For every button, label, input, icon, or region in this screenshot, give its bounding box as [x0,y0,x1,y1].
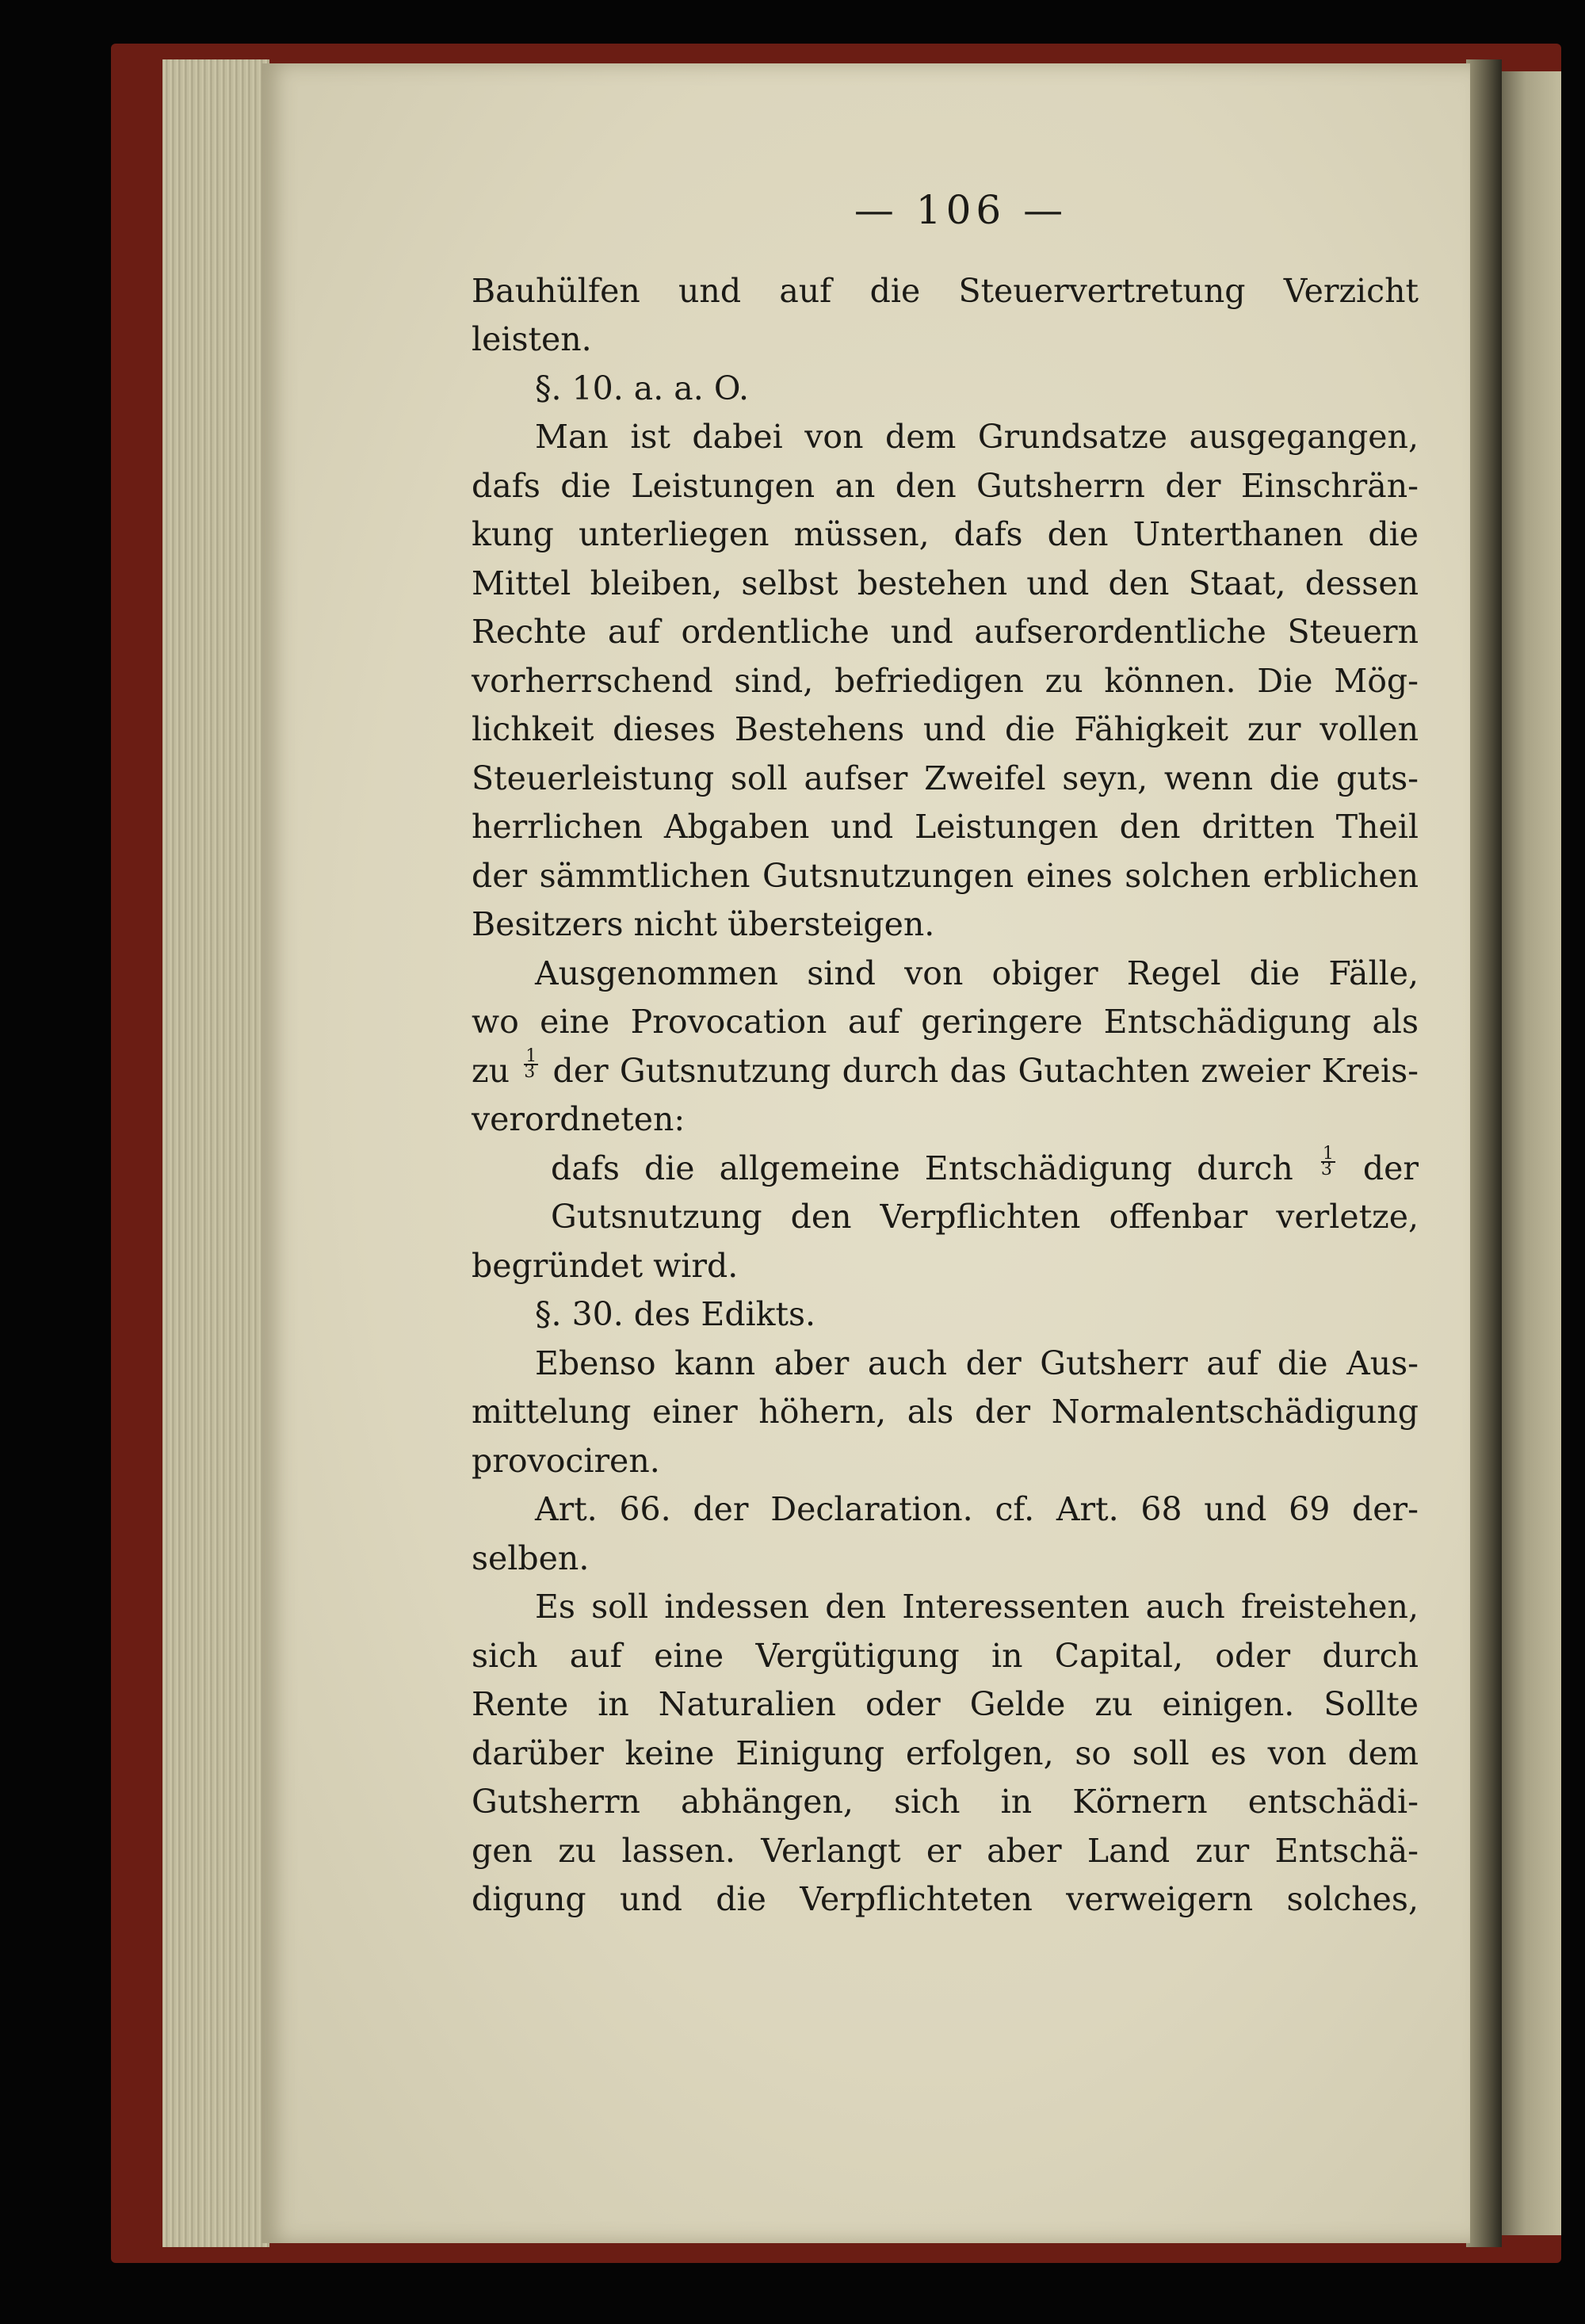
line-text-after: der [1362,1149,1419,1187]
fraction-one-third [1320,1143,1335,1179]
text-line: wo eine Provocation auf geringere Entschädigung als [472,1003,1419,1041]
text-line: herrlichen Abgaben und Leistungen den dritten Theil [472,808,1419,846]
facing-page-edge [1502,71,1561,2235]
text-line: darüber keine Einigung erfolgen, so soll es von dem [472,1733,1419,1772]
text-line: Mittel bleiben, selbst bestehen und den Staat, dessen [472,564,1419,602]
text-line: §. 30. des Edikts. [535,1295,816,1333]
text-line: gen zu lassen. Verlangt er aber Land zur Entschä- [472,1831,1419,1870]
text-line: provociren. [472,1441,660,1480]
text-line: Ebenso kann aber auch der Gutsherr auf die Aus- [535,1344,1419,1382]
text-line: verordneten: [472,1100,686,1138]
text-line: kung unterliegen müssen, dafs den Unterthanen die [472,515,1419,553]
book-page [262,63,1470,2243]
text-line: Besitzers nicht übersteigen. [472,905,935,943]
text-line: der sämmtlichen Gutsnutzungen eines solchen erblichen [472,856,1419,895]
page-number: — 106 — [854,187,1068,233]
text-line: begründet wird. [472,1246,739,1285]
text-line: Bauhülfen und auf die Steuervertretung Verzicht [472,271,1419,310]
text-line: sich auf eine Vergütigung in Capital, oder durch [472,1636,1419,1675]
book-gutter [1466,59,1502,2247]
page-block-edges [162,59,269,2247]
text-line: lichkeit dieses Bestehens und die Fähigkeit zur vollen [472,710,1419,748]
text-line: Gutsnutzung den Verpflichten offenbar verletze, [551,1198,1419,1236]
fraction-denominator: 3 [524,1061,536,1082]
text-line: mittelung einer höhern, als der Normalentschädigung [472,1393,1419,1431]
fraction-denominator: 3 [1320,1159,1332,1179]
fraction-numerator: 1 [525,1045,537,1066]
text-line: Steuerleistung soll aufser Zweifel seyn, wenn die guts- [472,759,1419,797]
text-line: dafs die Leistungen an den Gutsherrn der Einschrän- [472,466,1419,505]
text-line-with-fraction [472,1145,1419,1194]
fraction-one-third [524,1045,538,1082]
text-line: Rente in Naturalien oder Gelde zu einigen. Sollte [472,1685,1419,1723]
page-text-block [472,186,1419,1925]
text-line: vorherrschend sind, befriedigen zu können. Die Mög- [472,661,1419,700]
fraction-numerator: 1 [1322,1143,1334,1164]
text-line: Es soll indessen den Interessenten auch freistehen, [535,1588,1419,1626]
text-line: §. 10. a. a. O. [535,369,750,407]
text-line: Man ist dabei von dem Grundsatze ausgegangen, [535,418,1419,456]
text-line: Ausgenommen sind von obiger Regel die Fälle, [535,954,1419,992]
line-text-after: der Gutsnutzung durch das Gutachten zweier Kreis- [552,1051,1419,1090]
text-line-with-fraction [472,1047,1419,1096]
line-text-before: zu [472,1051,510,1090]
text-line: leisten. [472,320,592,358]
text-line: Gutsherrn abhängen, sich in Körnern entschädi- [472,1783,1419,1821]
text-line: Art. 66. der Declaration. cf. Art. 68 und 69 der- [535,1490,1419,1528]
text-line: digung und die Verpflichteten verweigern solches, [472,1880,1419,1918]
text-line: Rechte auf ordentliche und aufserordentliche Steuern [472,613,1419,651]
text-line: selben. [472,1539,590,1577]
line-text-before: dafs die allgemeine Entschädigung durch [551,1149,1293,1187]
